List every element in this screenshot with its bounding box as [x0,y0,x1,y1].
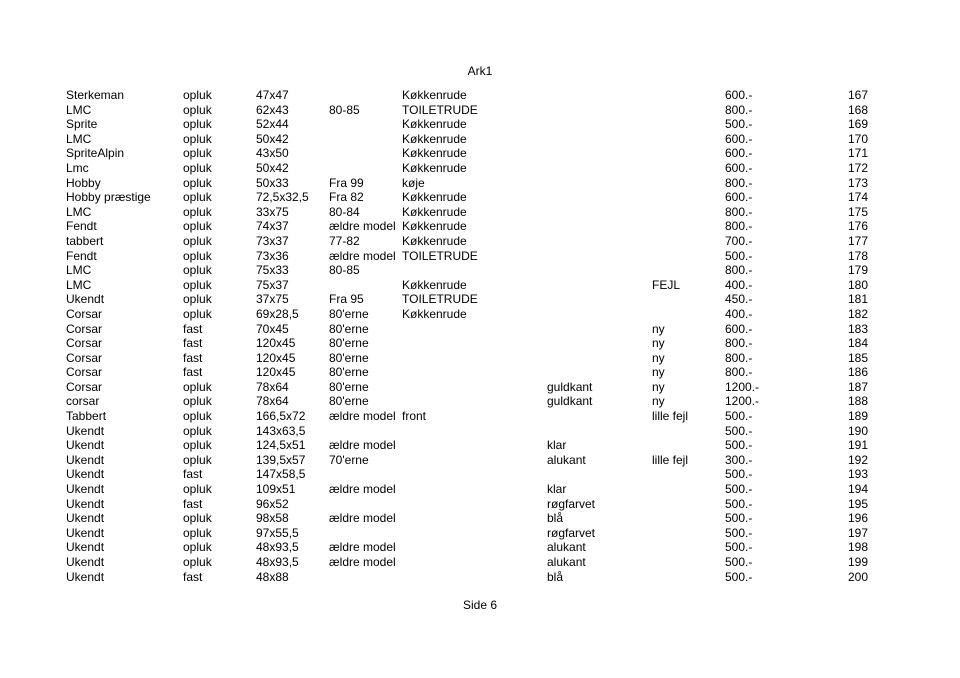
number-cell: 170 [847,131,868,146]
size-cell: 75x33 [256,263,289,278]
note-cell: ny [652,350,665,365]
year-cell: ældre model [329,438,396,453]
number-cell: 192 [847,452,868,467]
price-cell: 500.- [725,482,753,497]
price-cell: 1200.- [725,394,760,409]
window-cell: Køkkenrude [402,146,467,161]
number-cell: 190 [847,423,868,438]
year-cell: 80'erne [329,336,369,351]
size-cell: 47x47 [256,88,289,102]
year-cell: 80'erne [329,394,369,409]
table-row [0,540,960,555]
price-cell: 500.- [725,438,753,453]
price-cell: 500.- [725,423,753,438]
size-cell: 120x45 [256,350,296,365]
brand-cell: Fendt [66,248,97,263]
feature-cell: blå [547,569,564,584]
year-cell: ældre model [329,511,396,526]
size-cell: 74x37 [256,219,289,234]
brand-cell: Ukendt [66,569,105,584]
window-cell: TOILETRUDE [402,248,478,263]
brand-cell: Ukendt [66,423,105,438]
sheet-title: Ark1 [467,64,493,78]
brand-cell: Corsar [66,350,103,365]
type-cell: opluk [183,511,212,526]
table-row [0,88,960,103]
note-cell: lille fejl [652,452,689,467]
year-cell: ældre model [329,482,396,497]
price-cell: 600.- [725,160,753,175]
type-cell: fast [183,496,203,511]
type-cell: opluk [183,131,212,146]
brand-cell: LMC [66,204,92,219]
size-cell: 147x58,5 [256,467,306,482]
brand-cell: Ukendt [66,511,105,526]
table-row [0,219,960,234]
number-cell: 177 [847,233,868,248]
table-row [0,176,960,191]
price-cell: 500.- [725,117,753,132]
type-cell: opluk [183,482,212,497]
note-cell: ny [652,394,665,409]
price-cell: 600.- [725,321,753,336]
type-cell: opluk [183,233,212,248]
table-row [0,438,960,453]
size-cell: 48x93,5 [256,555,299,569]
brand-cell: Corsar [66,365,103,380]
feature-cell: klar [547,482,567,497]
feature-cell: røgfarvet [547,496,596,511]
price-cell: 400.- [725,277,753,292]
table-row [0,132,960,147]
number-cell: 185 [847,350,868,365]
size-cell: 97x55,5 [256,525,299,540]
number-cell: 174 [847,190,868,205]
type-cell: opluk [183,379,212,394]
feature-cell: guldkant [547,394,593,409]
data-table [0,88,960,584]
window-cell: Køkkenrude [402,160,467,175]
price-cell: 400.- [725,306,753,321]
number-cell: 179 [847,263,868,278]
price-cell: 600.- [725,88,753,102]
number-cell: 189 [847,409,868,424]
year-cell: Fra 99 [329,175,364,190]
price-cell: 500.- [725,409,753,424]
table-row [0,205,960,220]
price-cell: 500.- [725,555,753,569]
size-cell: 78x64 [256,394,289,409]
table-row [0,336,960,351]
number-cell: 191 [847,438,868,453]
type-cell: opluk [183,306,212,321]
feature-cell: alukant [547,452,586,467]
table-row [0,467,960,482]
table-row [0,263,960,278]
window-cell: Køkkenrude [402,117,467,132]
size-cell: 96x52 [256,496,289,511]
window-cell: TOILETRUDE [402,102,478,117]
number-cell: 196 [847,511,868,526]
type-cell: opluk [183,277,212,292]
note-cell: ny [652,365,665,380]
number-cell: 172 [847,160,868,175]
price-cell: 500.- [725,467,753,482]
brand-cell: Ukendt [66,467,105,482]
brand-cell: Ukendt [66,452,105,467]
type-cell: fast [183,336,203,351]
table-row [0,424,960,439]
brand-cell: Fendt [66,219,97,234]
brand-cell: Hobby [66,175,101,190]
note-cell: FEJL [652,277,681,292]
table-row [0,526,960,541]
table-row [0,555,960,570]
size-cell: 166,5x72 [256,409,306,424]
brand-cell: Sterkeman [66,88,125,102]
type-cell: opluk [183,540,212,555]
year-cell: ældre model [329,540,396,555]
number-cell: 171 [847,146,868,161]
page-footer: Side 6 [462,598,498,612]
brand-cell: Tabbert [66,409,107,424]
price-cell: 500.- [725,511,753,526]
year-cell: 80'erne [329,306,369,321]
price-cell: 800.- [725,219,753,234]
size-cell: 124,5x51 [256,438,306,453]
type-cell: opluk [183,525,212,540]
price-cell: 700.- [725,233,753,248]
brand-cell: Ukendt [66,525,105,540]
table-row [0,103,960,118]
type-cell: opluk [183,409,212,424]
brand-cell: LMC [66,263,92,278]
brand-cell: corsar [66,394,100,409]
window-cell: Køkkenrude [402,233,467,248]
table-row [0,351,960,366]
brand-cell: LMC [66,277,92,292]
number-cell: 188 [847,394,868,409]
size-cell: 139,5x57 [256,452,306,467]
table-row [0,117,960,132]
number-cell: 198 [847,540,868,555]
year-cell: 80'erne [329,350,369,365]
type-cell: fast [183,350,203,365]
price-cell: 500.- [725,248,753,263]
number-cell: 184 [847,336,868,351]
brand-cell: tabbert [66,233,104,248]
price-cell: 450.- [725,292,753,307]
brand-cell: Sprite [66,117,98,132]
size-cell: 33x75 [256,204,289,219]
feature-cell: blå [547,511,564,526]
number-cell: 195 [847,496,868,511]
window-cell: Køkkenrude [402,88,467,102]
year-cell: 80-85 [329,263,360,278]
table-row [0,278,960,293]
table-row [0,570,960,585]
window-cell: Køkkenrude [402,131,467,146]
brand-cell: Corsar [66,321,103,336]
year-cell: Fra 82 [329,190,364,205]
type-cell: fast [183,321,203,336]
number-cell: 183 [847,321,868,336]
number-cell: 178 [847,248,868,263]
table-row [0,234,960,249]
year-cell: 77-82 [329,233,360,248]
year-cell: Fra 95 [329,292,364,307]
size-cell: 120x45 [256,365,296,380]
type-cell: opluk [183,248,212,263]
type-cell: opluk [183,452,212,467]
type-cell: opluk [183,555,212,569]
size-cell: 62x43 [256,102,289,117]
type-cell: opluk [183,146,212,161]
table-row [0,322,960,337]
window-cell: køje [402,175,425,190]
size-cell: 69x28,5 [256,306,299,321]
note-cell: ny [652,321,665,336]
size-cell: 37x75 [256,292,289,307]
brand-cell: Ukendt [66,292,105,307]
price-cell: 300.- [725,452,753,467]
type-cell: opluk [183,160,212,175]
number-cell: 199 [847,555,868,569]
price-cell: 600.- [725,190,753,205]
size-cell: 143x63,5 [256,423,306,438]
price-cell: 500.- [725,569,753,584]
price-cell: 800.- [725,336,753,351]
size-cell: 70x45 [256,321,289,336]
table-row [0,511,960,526]
feature-cell: alukant [547,555,586,569]
table-row [0,394,960,409]
type-cell: opluk [183,394,212,409]
number-cell: 187 [847,379,868,394]
brand-cell: Corsar [66,336,103,351]
number-cell: 168 [847,102,868,117]
size-cell: 52x44 [256,117,289,132]
size-cell: 48x88 [256,569,289,584]
year-cell: 80'erne [329,379,369,394]
table-row [0,482,960,497]
price-cell: 800.- [725,365,753,380]
brand-cell: Lmc [66,160,89,175]
year-cell: 80'erne [329,321,369,336]
window-cell: Køkkenrude [402,306,467,321]
year-cell: ældre model [329,409,396,424]
brand-cell: SpriteAlpin [66,146,125,161]
number-cell: 176 [847,219,868,234]
size-cell: 73x36 [256,248,289,263]
type-cell: opluk [183,292,212,307]
brand-cell: Hobby præstige [66,190,151,205]
table-row [0,453,960,468]
feature-cell: alukant [547,540,586,555]
price-cell: 800.- [725,263,753,278]
number-cell: 200 [847,569,868,584]
number-cell: 197 [847,525,868,540]
note-cell: ny [652,336,665,351]
brand-cell: Ukendt [66,540,105,555]
type-cell: opluk [183,190,212,205]
size-cell: 73x37 [256,233,289,248]
feature-cell: røgfarvet [547,525,596,540]
window-cell: TOILETRUDE [402,292,478,307]
note-cell: lille fejl [652,409,689,424]
brand-cell: LMC [66,131,92,146]
type-cell: opluk [183,88,212,102]
table-row [0,292,960,307]
brand-cell: Corsar [66,306,103,321]
size-cell: 109x51 [256,482,296,497]
number-cell: 173 [847,175,868,190]
window-cell: front [402,409,427,424]
price-cell: 500.- [725,540,753,555]
size-cell: 48x93,5 [256,540,299,555]
size-cell: 78x64 [256,379,289,394]
type-cell: fast [183,467,203,482]
year-cell: 70'erne [329,452,369,467]
size-cell: 50x33 [256,175,289,190]
number-cell: 169 [847,117,868,132]
price-cell: 600.- [725,131,753,146]
window-cell: Køkkenrude [402,277,467,292]
price-cell: 800.- [725,102,753,117]
window-cell: Køkkenrude [402,190,467,205]
table-row [0,365,960,380]
year-cell: ældre model [329,248,396,263]
feature-cell: klar [547,438,567,453]
price-cell: 500.- [725,525,753,540]
table-row [0,409,960,424]
number-cell: 186 [847,365,868,380]
size-cell: 120x45 [256,336,296,351]
brand-cell: Ukendt [66,555,105,569]
table-row [0,497,960,512]
size-cell: 50x42 [256,160,289,175]
year-cell: 80-85 [329,102,360,117]
type-cell: opluk [183,423,212,438]
brand-cell: Corsar [66,379,103,394]
price-cell: 1200.- [725,379,760,394]
price-cell: 800.- [725,175,753,190]
price-cell: 800.- [725,204,753,219]
year-cell: ældre model [329,219,396,234]
type-cell: opluk [183,204,212,219]
brand-cell: Ukendt [66,438,105,453]
price-cell: 800.- [725,350,753,365]
number-cell: 181 [847,292,868,307]
number-cell: 194 [847,482,868,497]
size-cell: 43x50 [256,146,289,161]
number-cell: 180 [847,277,868,292]
year-cell: 80-84 [329,204,360,219]
price-cell: 600.- [725,146,753,161]
window-cell: Køkkenrude [402,204,467,219]
type-cell: opluk [183,438,212,453]
size-cell: 75x37 [256,277,289,292]
table-row [0,161,960,176]
type-cell: opluk [183,117,212,132]
brand-cell: Ukendt [66,482,105,497]
type-cell: opluk [183,102,212,117]
window-cell: Køkkenrude [402,219,467,234]
size-cell: 50x42 [256,131,289,146]
brand-cell: LMC [66,102,92,117]
table-row [0,190,960,205]
price-cell: 500.- [725,496,753,511]
type-cell: opluk [183,175,212,190]
size-cell: 72,5x32,5 [256,190,309,205]
number-cell: 167 [847,88,868,102]
year-cell: 80'erne [329,365,369,380]
table-row [0,146,960,161]
brand-cell: Ukendt [66,496,105,511]
table-row [0,380,960,395]
type-cell: opluk [183,219,212,234]
number-cell: 182 [847,306,868,321]
table-row [0,307,960,322]
type-cell: fast [183,569,203,584]
table-row [0,249,960,264]
note-cell: ny [652,379,665,394]
type-cell: opluk [183,263,212,278]
feature-cell: guldkant [547,379,593,394]
number-cell: 193 [847,467,868,482]
type-cell: fast [183,365,203,380]
size-cell: 98x58 [256,511,289,526]
number-cell: 175 [847,204,868,219]
year-cell: ældre model [329,555,396,569]
